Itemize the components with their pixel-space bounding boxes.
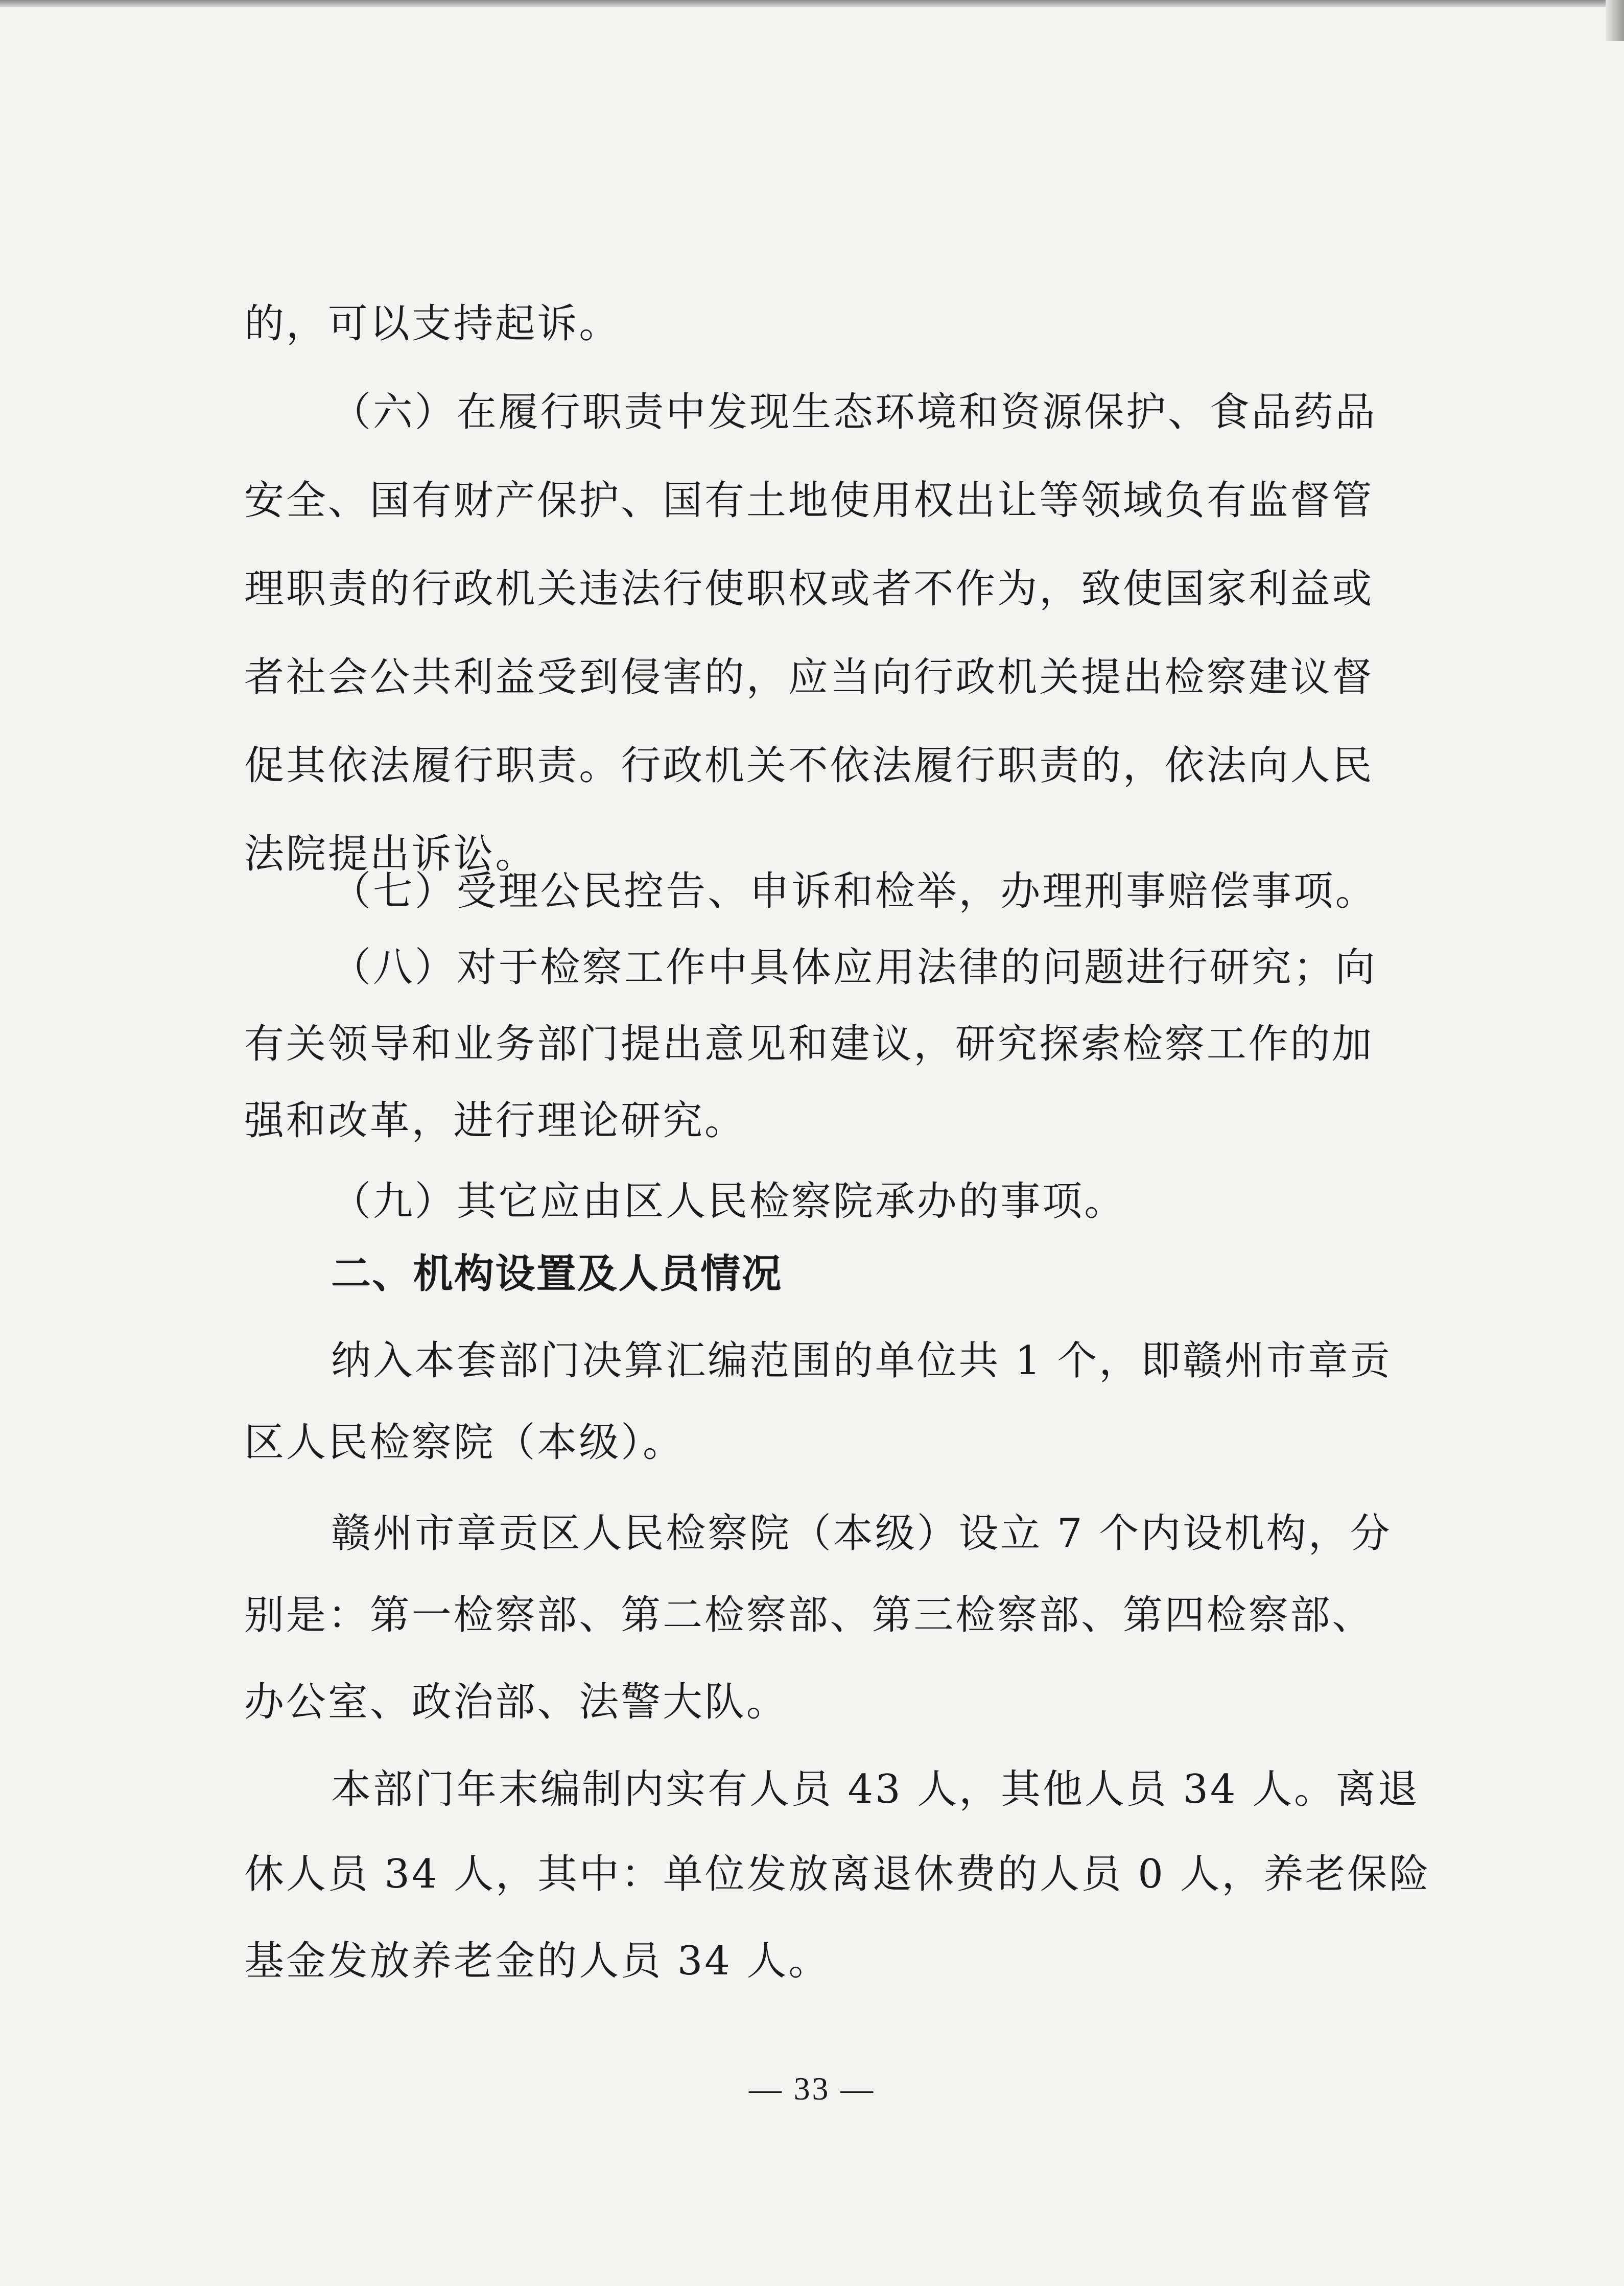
text-line: （七）受理公民控告、申诉和检举，办理刑事赔偿事项。: [331, 868, 1377, 914]
text-line: 区人民检察院（本级）。: [244, 1420, 685, 1466]
text-line: 安全、国有财产保护、国有土地使用权出让等领域负有监督管: [244, 478, 1374, 524]
text-line: （八）对于检察工作中具体应用法律的问题进行研究；向: [331, 945, 1377, 991]
text-line: 本部门年末编制内实有人员 43 人，其他人员 34 人。离退: [331, 1766, 1420, 1812]
text-line: 者社会公共利益受到侵害的，应当向行政机关提出检察建议督: [244, 654, 1374, 700]
text-line: 理职责的行政机关违法行使职权或者不作为，致使国家利益或: [244, 566, 1374, 612]
text-line: 基金发放养老金的人员 34 人。: [244, 1938, 831, 1984]
text-line: 促其依法履行职责。行政机关不依法履行职责的，依法向人民: [244, 743, 1374, 789]
text-line: （六）在履行职责中发现生态环境和资源保护、食品药品: [331, 389, 1377, 435]
text-line: 有关领导和业务部门提出意见和建议，研究探索检察工作的加: [244, 1021, 1374, 1067]
text-line: 赣州市章贡区人民检察院（本级）设立 7 个内设机构，分: [331, 1511, 1392, 1557]
text-line: 别是：第一检察部、第二检察部、第三检察部、第四检察部、: [244, 1592, 1374, 1638]
page-number: — 33 —: [748, 2070, 876, 2107]
text-line: （九）其它应由区人民检察院承办的事项。: [331, 1179, 1126, 1224]
text-line: 强和改革，进行理论研究。: [244, 1098, 746, 1144]
text-line: 休人员 34 人，其中：单位发放离退休费的人员 0 人，养老保险: [244, 1851, 1431, 1897]
text-line: 纳入本套部门决算汇编范围的单位共 1 个，即赣州市章贡: [331, 1338, 1392, 1384]
text-line: 的，可以支持起诉。: [244, 301, 621, 347]
text-line: 法院提出诉讼。: [244, 831, 537, 877]
text-line: 办公室、政治部、法警大队。: [244, 1679, 788, 1725]
section-heading: 二、机构设置及人员情况: [331, 1251, 783, 1297]
